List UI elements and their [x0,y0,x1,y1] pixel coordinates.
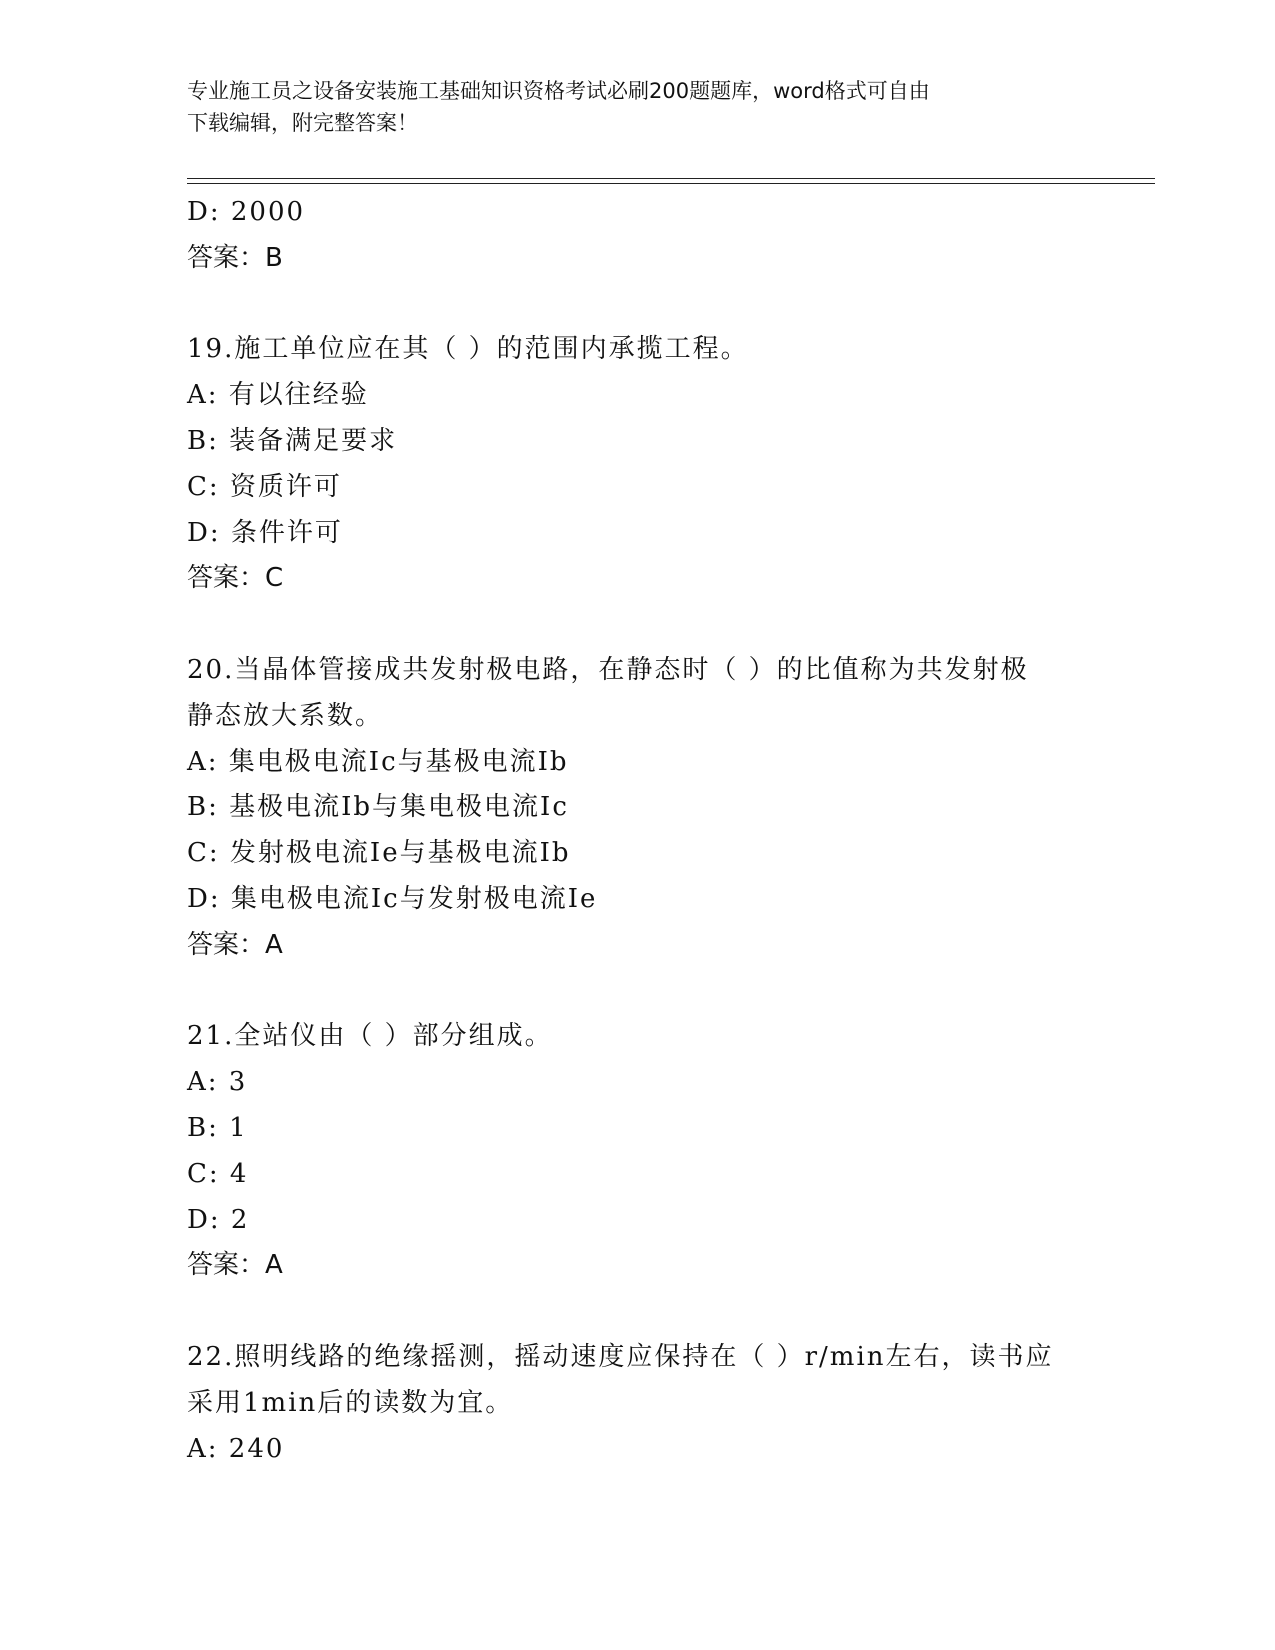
question-block-21 [187,1014,1087,1289]
question-text-line-1: 20.当晶体管接成共发射极电路，在静态时（ ）的比值称为共发射极 [187,654,1029,685]
option-b: B: 装备满足要求 [187,425,398,456]
page-header [187,75,1087,139]
question-block-22 [187,1335,1087,1472]
option-d: D: 2000 [187,197,306,227]
question-text-line-1: 22.照明线路的绝缘摇测，摇动速度应保持在（ ）r/min左右，读书应 [187,1341,1054,1372]
spacer [187,282,1087,328]
option-c: C: 4 [187,1158,249,1189]
option-c: C: 资质许可 [187,471,342,502]
answer-label: 答案：C [187,563,284,594]
option-d: D: 条件许可 [187,517,343,548]
option-c: C: 发射极电流Ie与基极电流Ib [187,838,571,869]
question-block-19 [187,327,1087,602]
question-list [187,190,1087,1472]
header-divider-bottom [187,183,1155,184]
answer-label: 答案：B [187,242,283,273]
option-b: B: 基极电流Ib与集电极电流Ic [187,792,569,823]
header-divider-top [187,178,1155,179]
header-line-2: 下载编辑，附完整答案！ [187,111,418,135]
option-d: D: 2 [187,1204,250,1235]
option-a: A: 有以往经验 [187,380,369,411]
question-text: 21.全站仪由（ ）部分组成。 [187,1021,553,1052]
spacer [187,969,1087,1015]
option-b: B: 1 [187,1112,248,1143]
question-block-18 [187,190,1087,282]
answer-label: 答案：A [187,1250,283,1281]
option-a: A: 3 [187,1067,248,1098]
option-a: A: 集电极电流Ic与基极电流Ib [187,746,569,777]
answer-label: 答案：A [187,929,283,960]
option-a: A: 240 [187,1433,285,1464]
spacer [187,1289,1087,1335]
question-text-line-2: 静态放大系数。 [187,700,384,731]
question-text-line-2: 采用1min后的读数为宜。 [187,1387,514,1418]
option-d: D: 集电极电流Ic与发射极电流Ie [187,883,598,914]
question-text: 19.施工单位应在其（ ）的范围内承揽工程。 [187,334,749,365]
question-block-20 [187,648,1087,969]
header-line-1: 专业施工员之设备安装施工基础知识资格考试必刷200题题库，word格式可自由 [187,79,930,103]
spacer [187,602,1087,648]
